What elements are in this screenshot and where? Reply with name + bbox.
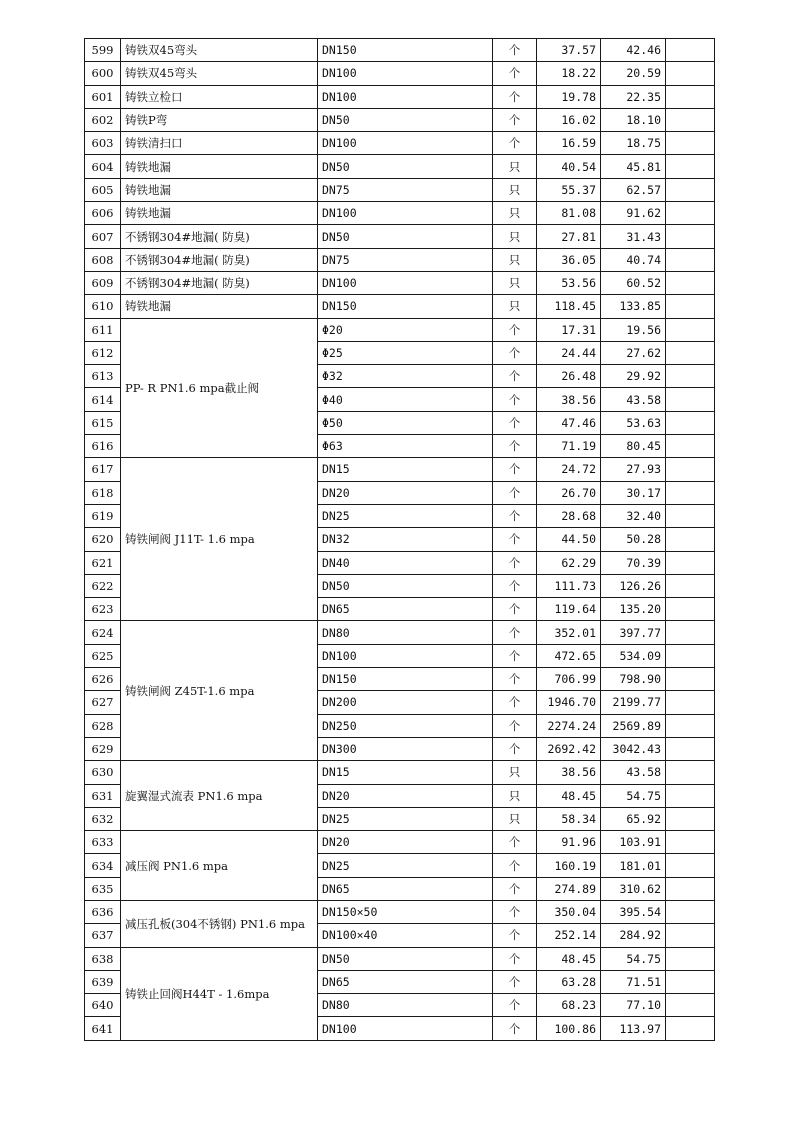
price-incl-tax-cell: 50.28: [601, 528, 666, 551]
item-number-cell: 634: [85, 854, 121, 877]
spec-cell: DN20: [318, 831, 493, 854]
item-number-cell: 602: [85, 108, 121, 131]
spec-cell: DN250: [318, 714, 493, 737]
spec-cell: DN100: [318, 644, 493, 667]
table-row: [85, 761, 715, 784]
item-number-cell: 620: [85, 528, 121, 551]
price-incl-tax-cell: 91.62: [601, 202, 666, 225]
item-number-cell: 622: [85, 574, 121, 597]
price-incl-tax-cell: 395.54: [601, 900, 666, 923]
unit-cell: 个: [493, 714, 537, 737]
unit-cell: 只: [493, 202, 537, 225]
remark-cell: [666, 85, 715, 108]
price-excl-tax-cell: 26.48: [537, 365, 601, 388]
unit-cell: 只: [493, 225, 537, 248]
unit-cell: 只: [493, 295, 537, 318]
remark-cell: [666, 388, 715, 411]
price-incl-tax-cell: 43.58: [601, 761, 666, 784]
table-row: [85, 458, 715, 481]
unit-cell: 个: [493, 1017, 537, 1040]
remark-cell: [666, 435, 715, 458]
unit-cell: 个: [493, 341, 537, 364]
unit-cell: 个: [493, 108, 537, 131]
unit-cell: 个: [493, 411, 537, 434]
price-excl-tax-cell: 55.37: [537, 178, 601, 201]
price-excl-tax-cell: 47.46: [537, 411, 601, 434]
price-excl-tax-cell: 2692.42: [537, 737, 601, 760]
item-number-cell: 609: [85, 271, 121, 294]
price-incl-tax-cell: 133.85: [601, 295, 666, 318]
remark-cell: [666, 947, 715, 970]
price-incl-tax-cell: 103.91: [601, 831, 666, 854]
unit-cell: 只: [493, 178, 537, 201]
remark-cell: [666, 644, 715, 667]
remark-cell: [666, 831, 715, 854]
item-name-cell: 铸铁闸阀 Z45T-1.6 mpa: [121, 621, 318, 761]
table-row: [85, 621, 715, 644]
price-excl-tax-cell: 24.72: [537, 458, 601, 481]
price-excl-tax-cell: 18.22: [537, 62, 601, 85]
spec-cell: DN25: [318, 807, 493, 830]
price-incl-tax-cell: 27.62: [601, 341, 666, 364]
item-number-cell: 611: [85, 318, 121, 341]
price-incl-tax-cell: 20.59: [601, 62, 666, 85]
remark-cell: [666, 714, 715, 737]
unit-cell: 个: [493, 877, 537, 900]
price-excl-tax-cell: 44.50: [537, 528, 601, 551]
spec-cell: DN50: [318, 574, 493, 597]
remark-cell: [666, 225, 715, 248]
spec-cell: DN150: [318, 39, 493, 62]
table-row: [85, 248, 715, 271]
item-name-cell: 铸铁双45弯头: [121, 39, 318, 62]
price-excl-tax-cell: 38.56: [537, 761, 601, 784]
item-name-cell: 铸铁地漏: [121, 155, 318, 178]
price-excl-tax-cell: 16.59: [537, 132, 601, 155]
spec-cell: DN150: [318, 668, 493, 691]
price-excl-tax-cell: 68.23: [537, 994, 601, 1017]
item-number-cell: 607: [85, 225, 121, 248]
remark-cell: [666, 574, 715, 597]
price-incl-tax-cell: 126.26: [601, 574, 666, 597]
unit-cell: 只: [493, 271, 537, 294]
unit-cell: 个: [493, 994, 537, 1017]
item-number-cell: 610: [85, 295, 121, 318]
item-name-cell: PP- R PN1.6 mpa截止阀: [121, 318, 318, 458]
price-excl-tax-cell: 118.45: [537, 295, 601, 318]
unit-cell: 个: [493, 481, 537, 504]
price-excl-tax-cell: 2274.24: [537, 714, 601, 737]
remark-cell: [666, 318, 715, 341]
spec-cell: DN75: [318, 248, 493, 271]
price-excl-tax-cell: 48.45: [537, 784, 601, 807]
remark-cell: [666, 341, 715, 364]
spec-cell: Φ32: [318, 365, 493, 388]
item-number-cell: 618: [85, 481, 121, 504]
unit-cell: 个: [493, 854, 537, 877]
remark-cell: [666, 411, 715, 434]
table-row: [85, 900, 715, 923]
remark-cell: [666, 970, 715, 993]
remark-cell: [666, 994, 715, 1017]
unit-cell: 个: [493, 900, 537, 923]
remark-cell: [666, 761, 715, 784]
price-incl-tax-cell: 77.10: [601, 994, 666, 1017]
price-incl-tax-cell: 284.92: [601, 924, 666, 947]
spec-cell: DN15: [318, 761, 493, 784]
spec-cell: Φ63: [318, 435, 493, 458]
price-excl-tax-cell: 350.04: [537, 900, 601, 923]
price-incl-tax-cell: 40.74: [601, 248, 666, 271]
price-excl-tax-cell: 111.73: [537, 574, 601, 597]
price-incl-tax-cell: 181.01: [601, 854, 666, 877]
unit-cell: 个: [493, 365, 537, 388]
spec-cell: Φ40: [318, 388, 493, 411]
table-row: [85, 155, 715, 178]
unit-cell: 个: [493, 504, 537, 527]
price-excl-tax-cell: 160.19: [537, 854, 601, 877]
spec-cell: Φ50: [318, 411, 493, 434]
remark-cell: [666, 691, 715, 714]
spec-cell: DN25: [318, 854, 493, 877]
unit-cell: 个: [493, 528, 537, 551]
item-number-cell: 608: [85, 248, 121, 271]
table-row: [85, 202, 715, 225]
item-name-cell: 不锈钢304#地漏( 防臭): [121, 225, 318, 248]
spec-cell: DN80: [318, 994, 493, 1017]
price-incl-tax-cell: 80.45: [601, 435, 666, 458]
price-excl-tax-cell: 26.70: [537, 481, 601, 504]
price-incl-tax-cell: 2569.89: [601, 714, 666, 737]
price-incl-tax-cell: 30.17: [601, 481, 666, 504]
item-name-cell: 铸铁地漏: [121, 178, 318, 201]
spec-cell: DN15: [318, 458, 493, 481]
item-name-cell: 旋翼湿式流表 PN1.6 mpa: [121, 761, 318, 831]
spec-cell: DN100×40: [318, 924, 493, 947]
unit-cell: 个: [493, 551, 537, 574]
spec-cell: DN100: [318, 132, 493, 155]
item-name-cell: 减压阀 PN1.6 mpa: [121, 831, 318, 901]
item-name-cell: 铸铁双45弯头: [121, 62, 318, 85]
item-name-cell: 铸铁地漏: [121, 202, 318, 225]
spec-cell: DN150: [318, 295, 493, 318]
remark-cell: [666, 295, 715, 318]
price-incl-tax-cell: 45.81: [601, 155, 666, 178]
unit-cell: 只: [493, 155, 537, 178]
item-number-cell: 605: [85, 178, 121, 201]
unit-cell: 个: [493, 598, 537, 621]
price-incl-tax-cell: 22.35: [601, 85, 666, 108]
price-incl-tax-cell: 65.92: [601, 807, 666, 830]
price-excl-tax-cell: 63.28: [537, 970, 601, 993]
remark-cell: [666, 155, 715, 178]
unit-cell: 个: [493, 668, 537, 691]
table-row: [85, 62, 715, 85]
unit-cell: 只: [493, 761, 537, 784]
spec-cell: DN65: [318, 598, 493, 621]
unit-cell: 个: [493, 435, 537, 458]
price-excl-tax-cell: 252.14: [537, 924, 601, 947]
remark-cell: [666, 807, 715, 830]
remark-cell: [666, 668, 715, 691]
price-incl-tax-cell: 18.10: [601, 108, 666, 131]
unit-cell: 只: [493, 248, 537, 271]
price-excl-tax-cell: 100.86: [537, 1017, 601, 1040]
unit-cell: 个: [493, 62, 537, 85]
spec-cell: DN50: [318, 225, 493, 248]
table-row: [85, 318, 715, 341]
spec-cell: DN50: [318, 108, 493, 131]
item-name-cell: 铸铁清扫口: [121, 132, 318, 155]
item-number-cell: 640: [85, 994, 121, 1017]
unit-cell: 个: [493, 132, 537, 155]
price-excl-tax-cell: 36.05: [537, 248, 601, 271]
item-number-cell: 623: [85, 598, 121, 621]
item-number-cell: 606: [85, 202, 121, 225]
item-number-cell: 637: [85, 924, 121, 947]
unit-cell: 个: [493, 621, 537, 644]
item-number-cell: 613: [85, 365, 121, 388]
remark-cell: [666, 737, 715, 760]
price-incl-tax-cell: 54.75: [601, 784, 666, 807]
item-name-cell: 铸铁立检口: [121, 85, 318, 108]
item-number-cell: 616: [85, 435, 121, 458]
spec-cell: DN50: [318, 947, 493, 970]
item-name-cell: 铸铁P弯: [121, 108, 318, 131]
remark-cell: [666, 365, 715, 388]
remark-cell: [666, 877, 715, 900]
table-row: [85, 947, 715, 970]
price-excl-tax-cell: 38.56: [537, 388, 601, 411]
price-incl-tax-cell: 54.75: [601, 947, 666, 970]
price-excl-tax-cell: 16.02: [537, 108, 601, 131]
item-number-cell: 635: [85, 877, 121, 900]
price-incl-tax-cell: 43.58: [601, 388, 666, 411]
unit-cell: 个: [493, 831, 537, 854]
price-table: [84, 38, 715, 1041]
price-excl-tax-cell: 17.31: [537, 318, 601, 341]
price-excl-tax-cell: 274.89: [537, 877, 601, 900]
item-number-cell: 612: [85, 341, 121, 364]
price-excl-tax-cell: 58.34: [537, 807, 601, 830]
item-name-cell: 铸铁地漏: [121, 295, 318, 318]
spec-cell: DN100: [318, 271, 493, 294]
price-excl-tax-cell: 1946.70: [537, 691, 601, 714]
item-number-cell: 641: [85, 1017, 121, 1040]
item-number-cell: 619: [85, 504, 121, 527]
spec-cell: Φ25: [318, 341, 493, 364]
item-number-cell: 638: [85, 947, 121, 970]
item-number-cell: 633: [85, 831, 121, 854]
price-incl-tax-cell: 29.92: [601, 365, 666, 388]
price-excl-tax-cell: 48.45: [537, 947, 601, 970]
remark-cell: [666, 621, 715, 644]
unit-cell: 个: [493, 947, 537, 970]
price-excl-tax-cell: 28.68: [537, 504, 601, 527]
price-excl-tax-cell: 40.54: [537, 155, 601, 178]
spec-cell: DN100: [318, 1017, 493, 1040]
remark-cell: [666, 62, 715, 85]
item-number-cell: 617: [85, 458, 121, 481]
price-incl-tax-cell: 135.20: [601, 598, 666, 621]
unit-cell: 个: [493, 691, 537, 714]
remark-cell: [666, 784, 715, 807]
spec-cell: DN20: [318, 784, 493, 807]
item-name-cell: 铸铁止回阀H44T - 1.6mpa: [121, 947, 318, 1040]
remark-cell: [666, 1017, 715, 1040]
spec-cell: DN40: [318, 551, 493, 574]
price-excl-tax-cell: 71.19: [537, 435, 601, 458]
item-number-cell: 599: [85, 39, 121, 62]
remark-cell: [666, 528, 715, 551]
item-name-cell: 铸铁闸阀 J11T- 1.6 mpa: [121, 458, 318, 621]
item-number-cell: 614: [85, 388, 121, 411]
table-row: [85, 39, 715, 62]
unit-cell: 个: [493, 458, 537, 481]
price-incl-tax-cell: 62.57: [601, 178, 666, 201]
price-table-body: [85, 39, 715, 1041]
price-excl-tax-cell: 472.65: [537, 644, 601, 667]
item-number-cell: 625: [85, 644, 121, 667]
unit-cell: 个: [493, 574, 537, 597]
remark-cell: [666, 202, 715, 225]
spec-cell: DN80: [318, 621, 493, 644]
price-incl-tax-cell: 31.43: [601, 225, 666, 248]
table-row: [85, 295, 715, 318]
remark-cell: [666, 504, 715, 527]
price-incl-tax-cell: 113.97: [601, 1017, 666, 1040]
price-excl-tax-cell: 706.99: [537, 668, 601, 691]
price-excl-tax-cell: 81.08: [537, 202, 601, 225]
spec-cell: DN50: [318, 155, 493, 178]
price-excl-tax-cell: 53.56: [537, 271, 601, 294]
price-excl-tax-cell: 352.01: [537, 621, 601, 644]
item-number-cell: 629: [85, 737, 121, 760]
spec-cell: DN150×50: [318, 900, 493, 923]
price-incl-tax-cell: 3042.43: [601, 737, 666, 760]
remark-cell: [666, 598, 715, 621]
price-incl-tax-cell: 397.77: [601, 621, 666, 644]
spec-cell: DN100: [318, 202, 493, 225]
price-excl-tax-cell: 24.44: [537, 341, 601, 364]
item-number-cell: 624: [85, 621, 121, 644]
remark-cell: [666, 458, 715, 481]
remark-cell: [666, 854, 715, 877]
item-name-cell: 不锈钢304#地漏( 防臭): [121, 271, 318, 294]
table-row: [85, 831, 715, 854]
item-number-cell: 639: [85, 970, 121, 993]
unit-cell: 个: [493, 388, 537, 411]
item-number-cell: 621: [85, 551, 121, 574]
table-row: [85, 132, 715, 155]
item-name-cell: 不锈钢304#地漏( 防臭): [121, 248, 318, 271]
item-number-cell: 615: [85, 411, 121, 434]
unit-cell: 个: [493, 737, 537, 760]
spec-cell: DN32: [318, 528, 493, 551]
item-number-cell: 600: [85, 62, 121, 85]
remark-cell: [666, 108, 715, 131]
spec-cell: DN65: [318, 970, 493, 993]
price-incl-tax-cell: 32.40: [601, 504, 666, 527]
price-incl-tax-cell: 310.62: [601, 877, 666, 900]
item-number-cell: 626: [85, 668, 121, 691]
price-incl-tax-cell: 18.75: [601, 132, 666, 155]
remark-cell: [666, 248, 715, 271]
spec-cell: DN20: [318, 481, 493, 504]
unit-cell: 只: [493, 807, 537, 830]
price-incl-tax-cell: 53.63: [601, 411, 666, 434]
price-incl-tax-cell: 71.51: [601, 970, 666, 993]
table-row: [85, 225, 715, 248]
remark-cell: [666, 900, 715, 923]
item-number-cell: 631: [85, 784, 121, 807]
remark-cell: [666, 132, 715, 155]
item-number-cell: 628: [85, 714, 121, 737]
table-row: [85, 271, 715, 294]
item-number-cell: 604: [85, 155, 121, 178]
price-excl-tax-cell: 62.29: [537, 551, 601, 574]
price-incl-tax-cell: 60.52: [601, 271, 666, 294]
item-number-cell: 630: [85, 761, 121, 784]
price-incl-tax-cell: 798.90: [601, 668, 666, 691]
spec-cell: DN75: [318, 178, 493, 201]
unit-cell: 个: [493, 39, 537, 62]
remark-cell: [666, 39, 715, 62]
spec-cell: DN65: [318, 877, 493, 900]
price-excl-tax-cell: 91.96: [537, 831, 601, 854]
price-excl-tax-cell: 19.78: [537, 85, 601, 108]
spec-cell: DN100: [318, 62, 493, 85]
table-row: [85, 178, 715, 201]
table-row: [85, 108, 715, 131]
price-incl-tax-cell: 42.46: [601, 39, 666, 62]
remark-cell: [666, 271, 715, 294]
price-incl-tax-cell: 27.93: [601, 458, 666, 481]
spec-cell: DN25: [318, 504, 493, 527]
item-number-cell: 627: [85, 691, 121, 714]
spec-cell: DN200: [318, 691, 493, 714]
unit-cell: 个: [493, 85, 537, 108]
item-name-cell: 减压孔板(304不锈钢) PN1.6 mpa: [121, 900, 318, 947]
price-incl-tax-cell: 70.39: [601, 551, 666, 574]
unit-cell: 个: [493, 970, 537, 993]
remark-cell: [666, 178, 715, 201]
item-number-cell: 601: [85, 85, 121, 108]
spec-cell: Φ20: [318, 318, 493, 341]
spec-cell: DN100: [318, 85, 493, 108]
unit-cell: 个: [493, 644, 537, 667]
item-number-cell: 632: [85, 807, 121, 830]
remark-cell: [666, 481, 715, 504]
price-incl-tax-cell: 534.09: [601, 644, 666, 667]
item-number-cell: 603: [85, 132, 121, 155]
unit-cell: 个: [493, 318, 537, 341]
table-row: [85, 85, 715, 108]
remark-cell: [666, 551, 715, 574]
price-incl-tax-cell: 19.56: [601, 318, 666, 341]
price-excl-tax-cell: 37.57: [537, 39, 601, 62]
unit-cell: 只: [493, 784, 537, 807]
price-incl-tax-cell: 2199.77: [601, 691, 666, 714]
price-excl-tax-cell: 119.64: [537, 598, 601, 621]
unit-cell: 个: [493, 924, 537, 947]
price-excl-tax-cell: 27.81: [537, 225, 601, 248]
remark-cell: [666, 924, 715, 947]
spec-cell: DN300: [318, 737, 493, 760]
item-number-cell: 636: [85, 900, 121, 923]
